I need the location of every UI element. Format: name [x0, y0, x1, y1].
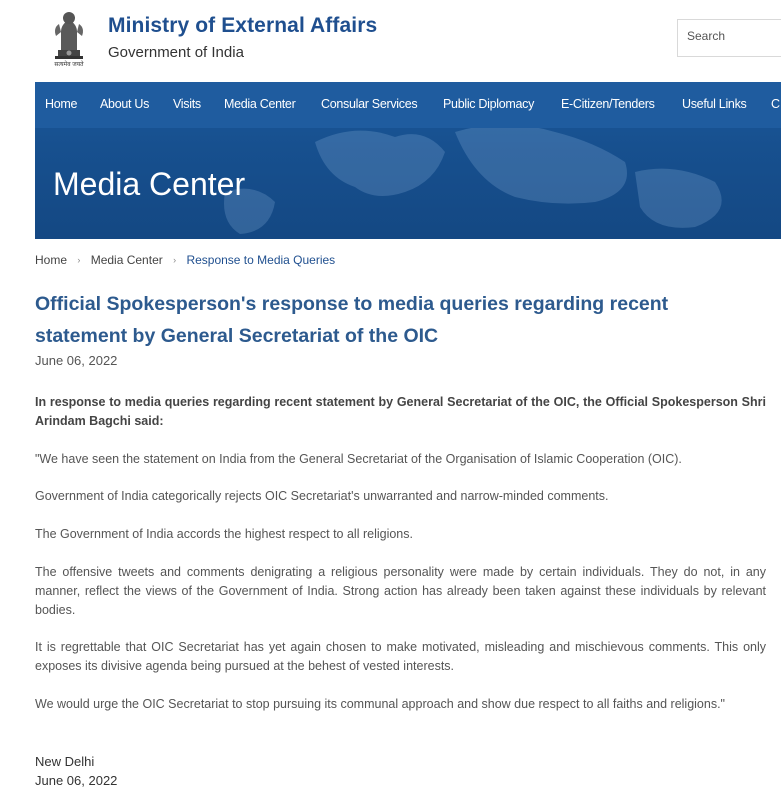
site-title[interactable]: Ministry of External Affairs: [108, 14, 378, 37]
signoff-date: June 06, 2022: [35, 773, 118, 788]
article-paragraph: Government of India categorically rejects OIC Secretariat's unwarranted and narrow-minded comments.: [35, 489, 609, 503]
site-header: [0, 0, 781, 82]
article-paragraph: "We have seen the statement on India from the General Secretariat of the Organisation of Islamic Cooperation (OIC).: [35, 452, 682, 466]
emblem-caption: सत्यमेव जयते: [54, 62, 84, 68]
nav-useful-links[interactable]: Useful Links: [682, 97, 747, 111]
page-title: Official Spokesperson's response to media queries regarding recent statement by General Secretariat of the OIC: [35, 293, 669, 347]
nav-media-center[interactable]: Media Center: [224, 97, 296, 111]
breadcrumb-media-center[interactable]: Media Center: [90, 252, 163, 267]
article-paragraph: The Government of India accords the highest respect to all religions.: [35, 527, 413, 541]
nav-visits[interactable]: Visits: [173, 97, 201, 111]
national-emblem-icon[interactable]: [44, 6, 94, 68]
signoff-place: New Delhi: [35, 754, 95, 769]
breadcrumb-separator-icon: ›: [77, 254, 81, 265]
breadcrumb-current[interactable]: Response to Media Queries: [186, 252, 336, 267]
search-input[interactable]: [687, 29, 777, 43]
article-paragraph: In response to media queries regarding recent statement by General Secretariat of the OIC, the Official Spokesperson Shri Arindam Bagchi said:: [35, 395, 766, 428]
nav-public-diplomacy[interactable]: Public Diplomacy: [443, 97, 535, 111]
search-box[interactable]: [677, 19, 781, 57]
banner-title: Media Center: [53, 166, 246, 202]
nav-consular-services[interactable]: Consular Services: [321, 97, 418, 111]
article-paragraph: The offensive tweets and comments denigrating a religious personality were made by certain individuals. They do not, in any manner, reflect the views of the Government of India. Strong action has already been taken against these individuals by relevant bodies.: [35, 565, 766, 617]
main-nav: [35, 82, 781, 128]
breadcrumb: [35, 252, 335, 267]
site-subtitle: Government of India: [108, 44, 244, 61]
breadcrumb-separator-icon: ›: [173, 254, 177, 265]
hero-banner: [35, 82, 781, 239]
nav-about-us[interactable]: About Us: [100, 97, 150, 111]
nav-more[interactable]: C: [771, 97, 780, 111]
article-paragraph: It is regrettable that OIC Secretariat has yet again chosen to make motivated, misleading and mischievous comments. This only exposes its divisive agenda being pursued at the behest of vested interests.: [35, 640, 766, 673]
breadcrumb-home[interactable]: Home: [35, 252, 68, 267]
article-paragraph: We would urge the OIC Secretariat to stop pursuing its communal approach and show due respect to all faiths and religions.": [35, 697, 725, 711]
nav-home[interactable]: Home: [45, 97, 78, 111]
nav-e-citizen-tenders[interactable]: E-Citizen/Tenders: [561, 97, 655, 111]
article-date: June 06, 2022: [35, 353, 118, 368]
